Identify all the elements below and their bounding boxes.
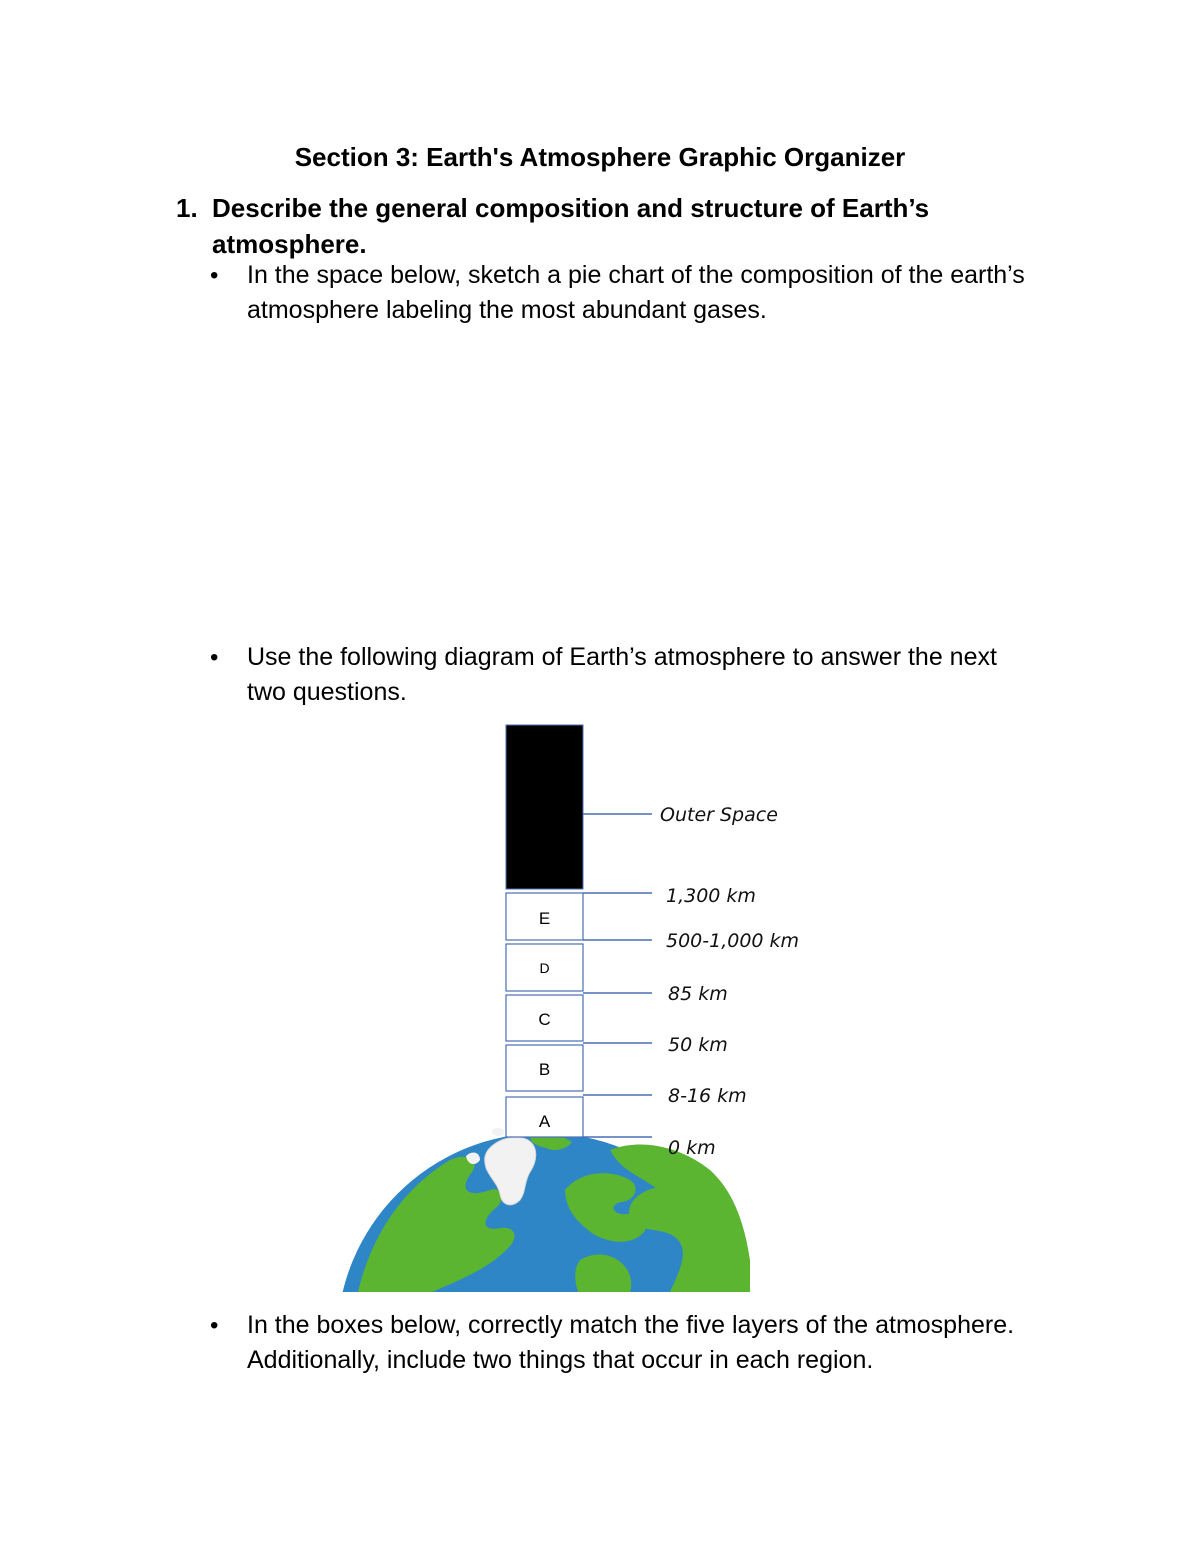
atmosphere-diagram <box>340 720 860 1295</box>
layer-box-b <box>506 1045 583 1091</box>
page-title: Section 3: Earth's Atmosphere Graphic Organizer <box>294 142 906 172</box>
layer-box-c <box>506 995 583 1041</box>
altitude-label: 1,300 km <box>666 885 756 907</box>
layer-box-d <box>506 944 583 991</box>
bullet-icon: • <box>210 262 219 289</box>
layer-box-label: B <box>538 1060 551 1079</box>
layer-box-label: C <box>538 1010 551 1029</box>
outer-space-column <box>506 725 583 889</box>
altitude-label: 500-1,000 km <box>666 930 800 952</box>
question-number: 1. <box>176 193 198 223</box>
question-text: Describe the general composition and structure of Earth’s atmosphere. <box>212 193 930 259</box>
layer-box-label: A <box>538 1112 551 1131</box>
earth-ice-patch <box>492 1128 504 1136</box>
layer-box-e <box>506 893 583 940</box>
bullet-pie-chart-instruction: In the space below, sketch a pie chart of the composition of the earth’s atmosphere labeling the most abundant gases. <box>247 261 1025 324</box>
bullet-icon: • <box>210 644 219 671</box>
bullet-diagram-instruction: Use the following diagram of Earth’s atmosphere to answer the next two questions. <box>247 643 997 706</box>
altitude-label: 85 km <box>668 983 728 1005</box>
leader-lines <box>583 814 652 1137</box>
layer-box-label: E <box>538 909 551 928</box>
altitude-label: 0 km <box>668 1137 716 1159</box>
bullet-layers-instruction: In the boxes below, correctly match the five layers of the atmosphere. Additionally, include two things that occur in each region. <box>247 1311 1015 1374</box>
altitude-label: 8-16 km <box>668 1085 747 1107</box>
bullet-icon: • <box>210 1312 219 1339</box>
outer-space-label: Outer Space <box>660 804 778 826</box>
layer-box-label: D <box>539 960 550 976</box>
layer-box-a <box>506 1097 583 1137</box>
altitude-label: 50 km <box>668 1034 728 1056</box>
